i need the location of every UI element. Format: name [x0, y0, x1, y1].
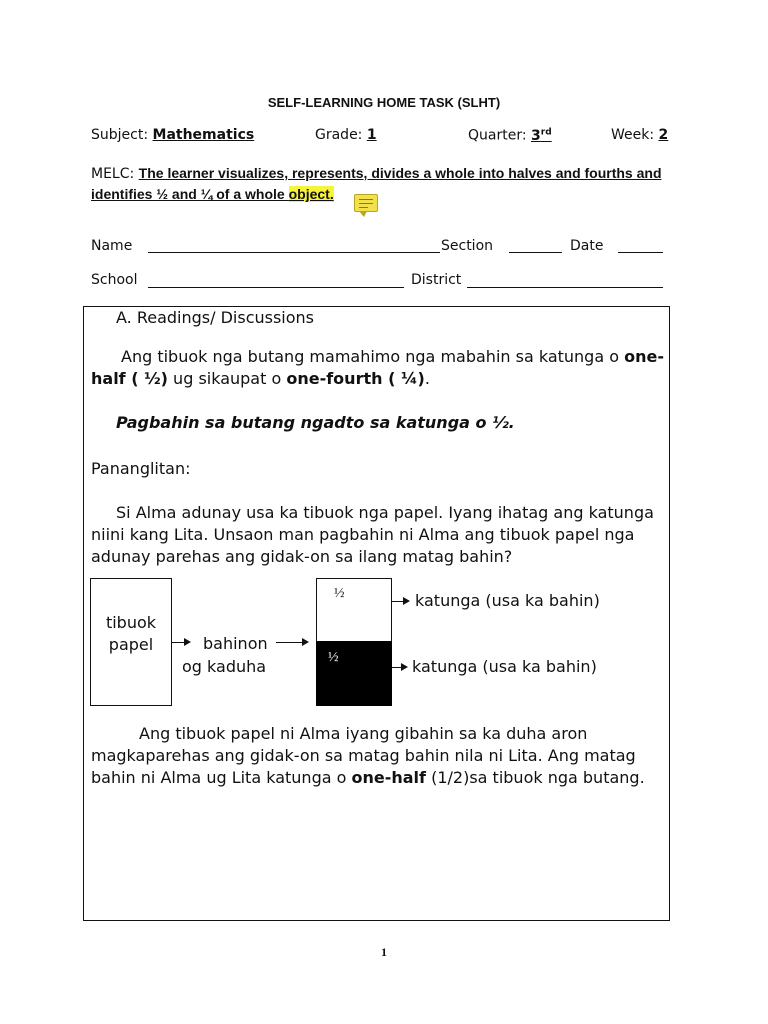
bottom-fraction: ½	[328, 650, 339, 665]
intro-text-1: Ang tibuok nga butang mamahimo nga mabahin sa katunga o	[121, 347, 620, 366]
melc-statement	[91, 163, 671, 205]
subject-label: Subject:	[91, 127, 149, 143]
grade-value: 1	[366, 127, 377, 143]
school-label: School	[91, 272, 138, 288]
quarter-label: Quarter:	[468, 127, 527, 144]
bottom-part-label: katunga (usa ka bahin)	[412, 657, 597, 676]
grade-field	[315, 127, 377, 143]
district-line[interactable]	[467, 287, 663, 288]
section-label: Section	[441, 238, 494, 254]
conclusion-one-half: one-half	[351, 768, 426, 787]
page-title: SELF-LEARNING HOME TASK (SLHT)	[267, 95, 501, 110]
whole-paper-label	[90, 612, 172, 656]
arrow-4-icon	[401, 663, 408, 671]
week-field	[611, 127, 668, 143]
whole-line1: tibuok	[105, 613, 157, 632]
page-number: 1	[381, 945, 387, 959]
comment-note-icon[interactable]	[354, 194, 378, 212]
top-part-label: katunga (usa ka bahin)	[415, 591, 600, 610]
problem-paragraph: Si Alma adunay usa ka tibuok nga papel. Iyang ihatag ang katunga niini kang Lita. Unsaon man pagbahin ni Alma ang tibuok papel nga adunay parehas ang gidak-on sa ilang matag bahin?	[91, 503, 654, 566]
quarter-suffix: rd	[540, 127, 552, 137]
date-line[interactable]	[618, 252, 663, 253]
arrow-1-icon	[184, 638, 191, 646]
quarter-value: 3	[531, 127, 541, 144]
quarter-field	[468, 127, 552, 144]
melc-text: The learner visualizes, represents, divides a whole into halves and fourths and identifies ½ and ¼ of a whole	[91, 165, 662, 202]
action-line1: bahinon	[203, 634, 268, 653]
arrow-3-icon	[403, 597, 410, 605]
subheading: Pagbahin sa butang ngadto sa katunga o ½.	[116, 413, 515, 432]
section-line[interactable]	[509, 252, 562, 253]
arrow-2-icon	[302, 638, 309, 646]
conclusion-text-1: Ang tibuok papel ni Alma iyang gibahin sa ka duha aron magkaparehas ang gidak-on sa matag bahin nila ni Lita. Ang matag bahin ni Alma ug Lita katunga o	[91, 724, 636, 787]
grade-label: Grade:	[315, 127, 363, 143]
top-fraction: ½	[334, 586, 345, 601]
arrow-2-line	[276, 642, 303, 643]
intro-text-2: ug sikaupat o	[167, 369, 287, 388]
whole-line2: papel	[108, 635, 154, 654]
name-label: Name	[91, 238, 133, 254]
name-line[interactable]	[148, 252, 440, 253]
week-label: Week:	[611, 127, 655, 143]
intro-one-fourth: one-fourth ( ¼)	[286, 369, 425, 388]
conclusion-text-2: (1/2)sa tibuok nga butang.	[426, 768, 645, 787]
date-label: Date	[570, 238, 604, 254]
district-label: District	[411, 272, 462, 288]
subject-value: Mathematics	[152, 127, 255, 143]
intro-one-half: one-half ( ½)	[91, 347, 664, 388]
melc-label: MELC:	[91, 166, 135, 182]
intro-end: .	[424, 369, 430, 388]
conclusion-paragraph	[91, 723, 666, 789]
subject-field	[91, 127, 254, 143]
melc-highlight: object.	[288, 186, 334, 202]
intro-paragraph	[91, 346, 666, 390]
school-line[interactable]	[148, 287, 404, 288]
action-line2: og kaduha	[182, 657, 267, 676]
section-heading: A. Readings/ Discussions	[116, 308, 315, 327]
week-value: 2	[658, 127, 669, 143]
example-label: Pananglitan:	[91, 459, 191, 478]
